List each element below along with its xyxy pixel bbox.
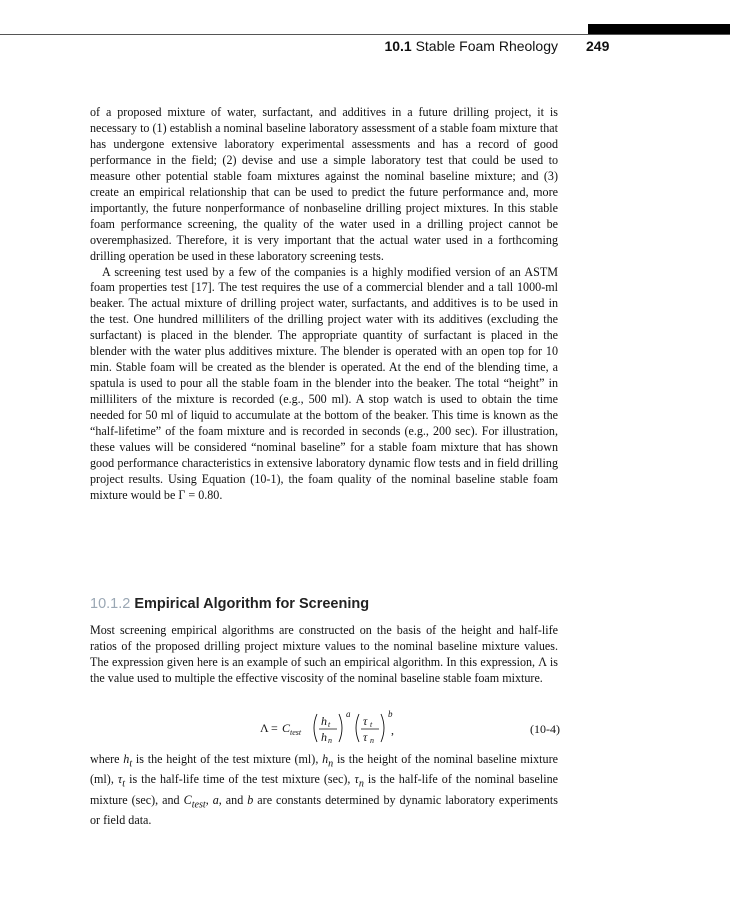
def-symbol-ht: h [123, 752, 130, 766]
eq-tau-num-sub: t [370, 720, 373, 729]
def-symbol-b: b [247, 792, 254, 807]
def-symbol-taut: τ [117, 772, 123, 787]
eq-coef-sub: test [290, 728, 302, 737]
eq-tau-den-sub: n [370, 736, 374, 745]
eq-paren-right-2 [381, 714, 384, 742]
subsection-title: Empirical Algorithm for Screening [134, 596, 370, 612]
def-symbol-hn-sub: n [328, 758, 334, 770]
subsection-number: 10.1.2 [90, 596, 131, 612]
paragraph-empirical-algorithm: Most screening empirical algorithms are constructed on the basis of the height and half-life ratios of the proposed drilling project mixture values to the nominal baseline mixture values. The expression given here is an example of such an empirical algorithm. In this expression, Λ is the value used to multiple the effective viscosity of the nominal baseline stable foam mixture. [90, 623, 558, 685]
running-head-section-number: 10.1 [384, 38, 412, 54]
subsection-heading [90, 596, 369, 612]
definitions-block [90, 752, 558, 829]
def-text-6: , [205, 792, 213, 807]
paragraph-continued: of a proposed mixture of water, surfactant, and additives in a future drilling project, it is necessary to (1) establish a nominal baseline laboratory assessment of a stable foam mixture that has undergone extensive laboratory experimental assessments and has a record of good performance in the field; (2) devise and use a simple laboratory test that could be used to measure other potential stable foam mixtures against the nominal baseline mixture; and (3) create an empirical relationship that can be used to predict the future performance and, more importantly, the future nonperformance of nonbaseline drilling project mixtures. In this stable foam performance screening, the quality of the water used in a drilling project cannot be overemphasized. Therefore, it is very important that the actual water used in a forthcoming drilling operation be used in these laboratory screening tests. [90, 105, 558, 263]
header-rule [0, 34, 730, 35]
eq-paren-left-1 [314, 714, 317, 742]
eq-equals: = [271, 721, 278, 735]
def-text-1: where [90, 752, 124, 766]
def-symbol-taun-sub: n [358, 778, 364, 790]
def-symbol-hn: h [322, 752, 329, 766]
eq-h-den: h [321, 730, 327, 744]
eq-lambda: Λ [260, 721, 269, 735]
eq-tau-den: τ [363, 730, 368, 744]
def-symbol-a: a [212, 792, 219, 807]
running-head [0, 38, 730, 60]
eq-h-den-sub: n [328, 736, 332, 745]
eq-paren-right-1 [339, 714, 342, 742]
equation-10-4 [260, 708, 560, 748]
eq-paren-left-2 [356, 714, 359, 742]
running-head-section [384, 38, 558, 54]
def-symbol-c: C [183, 792, 192, 807]
def-text-2: is the height of the test mixture (ml), [132, 752, 323, 766]
running-head-section-title: Stable Foam Rheology [415, 38, 558, 54]
def-symbol-c-sub: test [191, 799, 206, 811]
eq-h-num: h [321, 714, 327, 728]
eq-exp-b: b [388, 709, 393, 719]
eq-trailing-comma: , [391, 723, 394, 737]
def-text-5: is the half-life of the nominal baseline mixture (sec), and [90, 772, 559, 807]
def-symbol-ht-sub: t [129, 758, 133, 770]
def-text-8: are constants determined by dynamic laboratory experiments or field data. [90, 792, 559, 828]
def-symbol-taut-sub: t [122, 778, 126, 790]
def-symbol-taun: τ [354, 772, 359, 787]
body-text [90, 105, 558, 504]
eq-coef: C [282, 721, 291, 735]
paragraph-definitions [90, 752, 558, 829]
def-text-7: , and [218, 792, 248, 807]
eq-exp-a: a [346, 709, 351, 719]
page-number: 249 [586, 38, 610, 54]
section-body [90, 623, 558, 687]
def-text-3: is the height of the nominal baseline mixture (ml), [90, 752, 558, 787]
def-text-4: is the half-life time of the test mixture (sec), [125, 772, 355, 787]
header-accent-bar [588, 24, 730, 34]
paragraph-screening-test: A screening test used by a few of the companies is a highly modified version of an ASTM foam properties test [17]. The test requires the use of a commercial blender and a tall 1000-ml beaker. The actual mixture of drilling project water, surfactants, and additives is to be used in the test. One hundred milliliters of the drilling project water with its additives (excluding the surfactant) is placed in the blender. The appropriate quantity of surfactant is placed in the blender with the water plus additives mixture. The blender is operated with an open top for 10 min. Stable foam will be created as the blender is operated. At the end of the blending time, a spatula is used to pour all the stable foam in the blender into the beaker. The total “height” in milliliters of the mixture is recorded (e.g., 500 ml). A stop watch is used to obtain the time needed for 50 ml of liquid to accumulate at the bottom of the beaker. This time is known as the “half-lifetime” of the foam mixture and is recorded in seconds (e.g., 200 sec). For illustration, these values will be considered “nominal baseline” for a stable foam mixture that has shown good performance characteristics in extensive laboratory dynamic flow tests and in field drilling project results. Using Equation (10-1), the foam quality of the nominal baseline stable foam mixture would be Γ = 0.80. [90, 264, 558, 502]
eq-h-num-sub: t [328, 720, 331, 729]
equation-number: (10-4) [530, 722, 560, 736]
eq-tau-num: τ [363, 714, 368, 728]
